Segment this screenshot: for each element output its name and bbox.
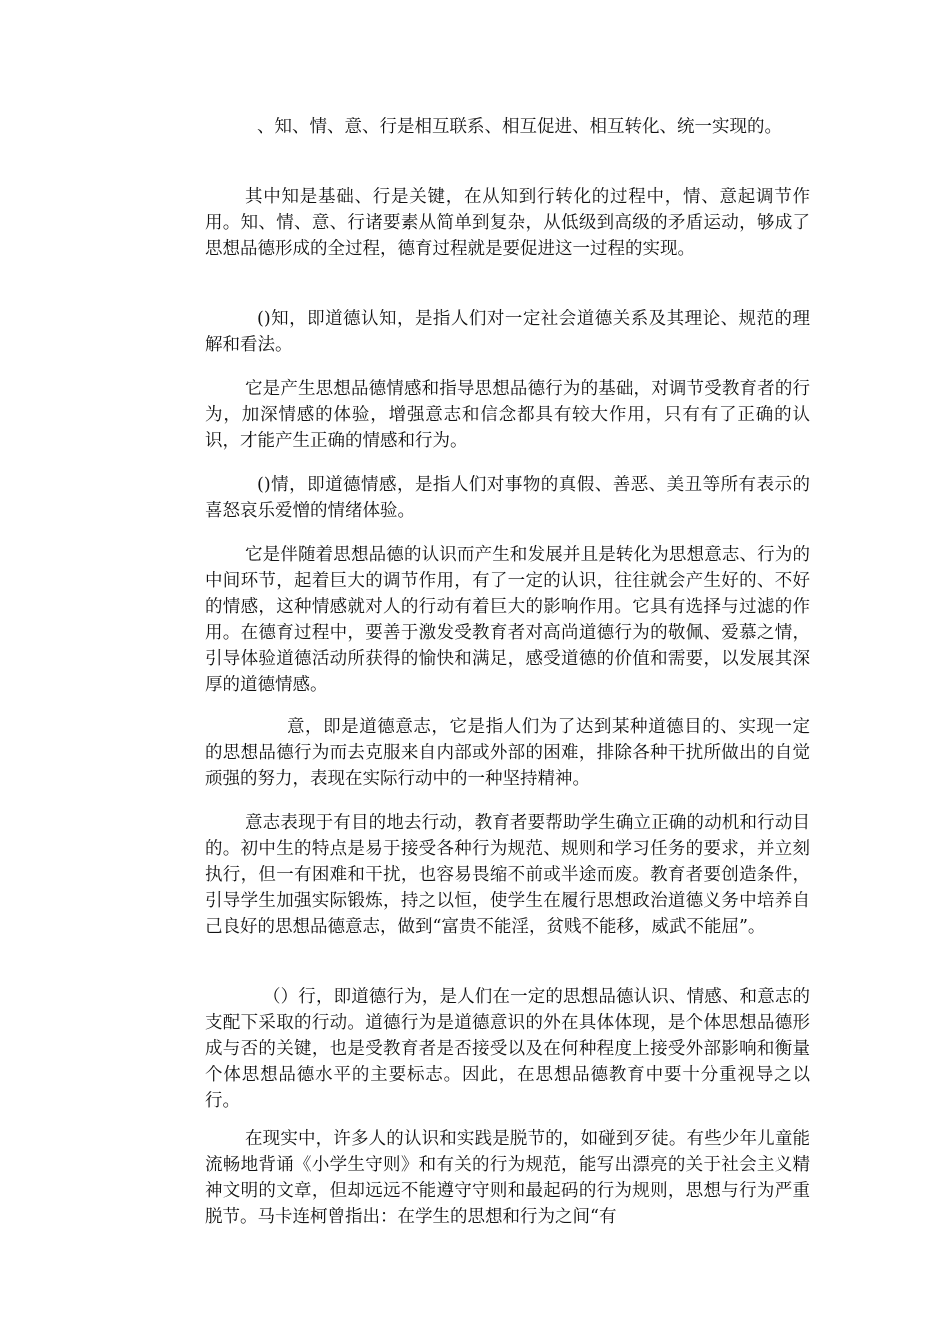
paragraph-moral-behavior: （）行，即道德行为，是人们在一定的思想品德认识、情感、和意志的支配下采取的行动。道德行为是道德意识的外在具体体现，是个体思想品德形成与否的关键，也是受教育者是否接受以及在何种程度上接受外部影响和衡量个体思想品德水平的主要标志。因此，在思想品德教育中要十分重视导之以行。	[205, 987, 810, 1111]
paragraph-reality-gap: 在现实中，许多人的认识和实践是脱节的，如碰到歹徒。有些少年儿童能流畅地背诵《小学生守则》和有关的行为规范，能写出漂亮的关于社会主义精神文明的文章，但却远远不能遵守守则和最起码的行为规则，思想与行为严重脱节。马卡连柯曾指出：在学生的思想和行为之间“有	[205, 1129, 810, 1227]
paragraph-knowledge-foundation: 其中知是基础、行是关键，在从知到行转化的过程中，情、意起调节作用。知、情、意、行诸要素从简单到复杂，从低级到高级的矛盾运动，够成了思想品德形成的全过程，德育过程就是要促进这一过程的实现。	[205, 187, 810, 259]
paragraph-cognition-role: 它是产生思想品德情感和指导思想品德行为的基础，对调节受教育者的行为，加深情感的体验，增强意志和信念都具有较大作用，只有有了正确的认识，才能产生正确的情感和行为。	[205, 379, 810, 451]
paragraph-moral-cognition: ()知，即道德认知，是指人们对一定社会道德关系及其理论、规范的理解和看法。	[205, 309, 810, 355]
paragraph-moral-will: 意，即是道德意志，它是指人们为了达到某种道德目的、实现一定的思想品德行为而去克服来自内部或外部的困难，排除各种干扰所做出的自觉顽强的努力，表现在实际行动中的一种坚持精神。	[205, 717, 810, 789]
paragraph-unity-of-elements: 、知、情、意、行是相互联系、相互促进、相互转化、统一实现的。	[257, 117, 782, 137]
paragraph-will-role: 意志表现于有目的地去行动，教育者要帮助学生确立正确的动机和行动目的。初中生的特点是易于接受各种行为规范、规则和学习任务的要求，并立刻执行，但一有困难和干扰，也容易畏缩不前或半途而废。教育者要创造条件，引导学生加强实际锻炼，持之以恒，使学生在履行思想政治道德义务中培养自己良好的思想品德意志，做到“富贵不能淫，贫贱不能移，威武不能屈”。	[205, 813, 810, 937]
paragraph-moral-emotion: ()情，即道德情感，是指人们对事物的真假、善恶、美丑等所有表示的喜怒哀乐爱憎的情绪体验。	[205, 475, 810, 521]
paragraph-emotion-role: 它是伴随着思想品德的认识而产生和发展并且是转化为思想意志、行为的中间环节，起着巨大的调节作用，有了一定的认识，往往就会产生好的、不好的情感，这种情感就对人的行动有着巨大的影响作用。它具有选择与过滤的作用。在德育过程中，要善于激发受教育者对高尚道德行为的敬佩、爱慕之情，引导体验道德活动所获得的愉快和满足，感受道德的价值和需要，以发展其深厚的道德情感。	[205, 545, 810, 695]
